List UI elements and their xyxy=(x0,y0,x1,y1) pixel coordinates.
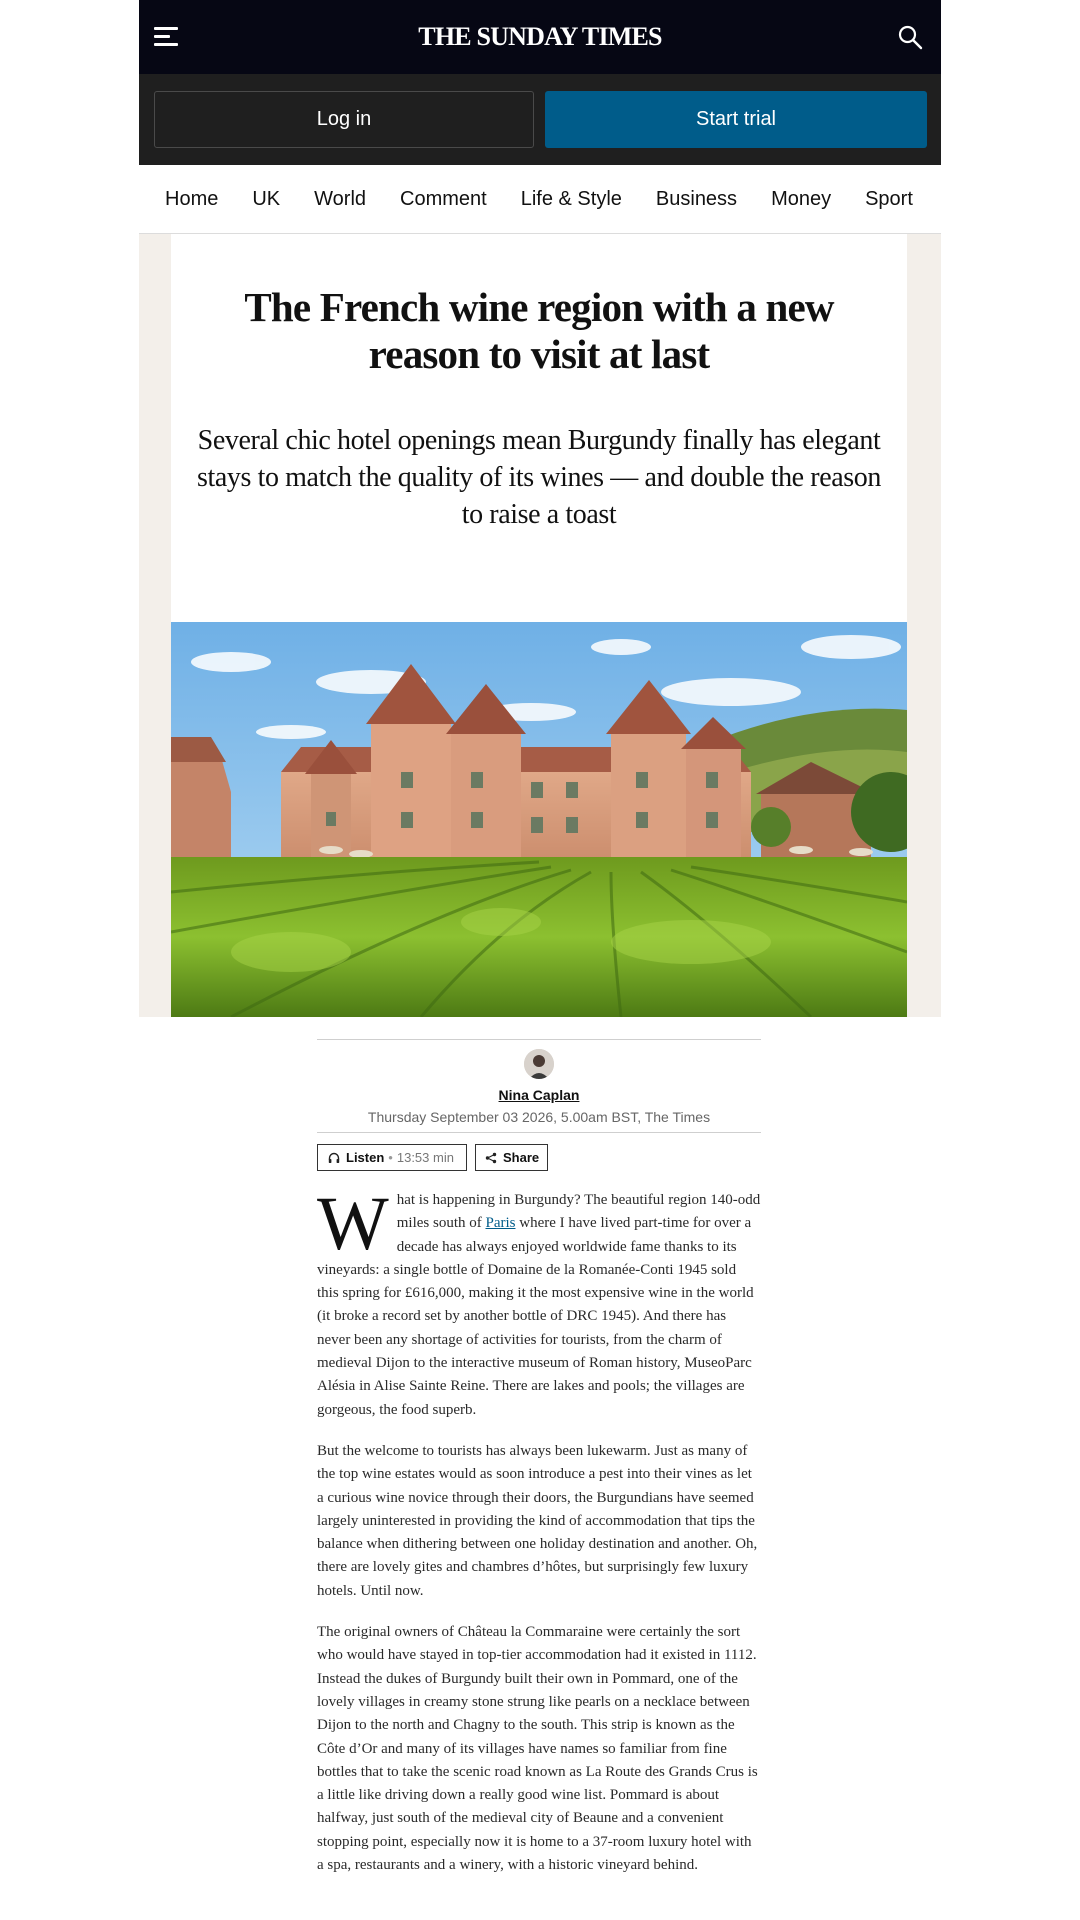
nav-item-business[interactable]: Business xyxy=(655,187,738,210)
hero-image xyxy=(171,622,907,1017)
section-nav xyxy=(139,165,941,234)
share-button[interactable] xyxy=(475,1144,548,1171)
author-name-link[interactable]: Nina Caplan xyxy=(498,1087,580,1103)
author-avatar[interactable] xyxy=(524,1049,554,1079)
paris-link[interactable]: Paris xyxy=(485,1215,516,1232)
listen-button[interactable] xyxy=(317,1144,467,1171)
nav-item-sport[interactable]: Sport xyxy=(865,187,913,210)
article-paragraph-1 xyxy=(317,1182,761,1422)
paragraph-1-text-start: hat is happening in Burgundy? The beautiful region 140-odd miles south of xyxy=(396,1192,761,1232)
listen-duration: 13:53 min xyxy=(396,1150,454,1165)
article-body xyxy=(317,1182,761,1895)
byline-divider-bottom xyxy=(317,1132,761,1133)
paragraph-1-text-end: where I have lived part-time for over a decade has always enjoyed worldwide fame thanks to its vineyards: a single bottle of Domaine de la Romanée-Conti 1945 sold this spring for £616,000, making it the most expensive wine in the world (it broke a record set by another bottle of DRC 1945). And there has never been any shortage of activities for tourists, from the charm of medieval Dijon to the interactive museum of Roman history, MuseoParc Alésia in Alise Sainte Reine. There are lakes and pools; the villages are gorgeous, the food superb. xyxy=(317,1215,754,1418)
masthead-logo[interactable]: THE SUNDAY TIMES xyxy=(418,22,662,51)
byline-divider-top xyxy=(317,1039,761,1040)
hero-card xyxy=(171,234,907,622)
listen-separator: • xyxy=(388,1150,393,1165)
login-button[interactable]: Log in xyxy=(154,91,534,148)
drop-cap: W xyxy=(317,1182,389,1266)
share-icon xyxy=(485,1152,497,1164)
article-paragraph-2: But the welcome to tourists has always been lukewarm. Just as many of the top wine estates would as soon introduce a pest into their vines as let a curious wine novice through their doors, the Burgundians have seemed largely uninterested in providing the kind of accommodation that tips the balance when dithering between one holiday destination and another. Oh, there are lovely gites and chambres d’hôtes, but surprisingly few luxury hotels. Until now. xyxy=(317,1442,758,1599)
nav-item-world[interactable]: World xyxy=(314,187,367,210)
article-headline: The French wine region with a new reason to visit at last xyxy=(244,284,834,377)
auth-bar xyxy=(139,74,941,165)
start-trial-button[interactable]: Start trial xyxy=(545,91,927,148)
nav-item-uk[interactable]: UK xyxy=(252,187,281,210)
article-dateline: Thursday September 03 2026, 5.00am BST, The Times xyxy=(367,1109,711,1125)
nav-item-comment[interactable]: Comment xyxy=(400,187,487,210)
top-bar xyxy=(139,0,941,74)
nav-item-money[interactable]: Money xyxy=(771,187,832,210)
nav-item-life-style[interactable]: Life & Style xyxy=(520,187,622,210)
article-paragraph-3: The original owners of Château la Commaraine were certainly the sort who would have stayed in top-tier accommodation had it existed in 1112. Instead the dukes of Burgundy built their own in Pommard, one of the lovely villages in creamy stone strung like pearls on a necklace between Dijon to the north and Chagny to the south. This strip is known as the Côte d’Or and many of its villages have names so familiar from fine bottles that to take the scenic road known as La Route des Grands Crus is a little like driving down a really good wine list. Pommard is about halfway, just south of the medieval city of Beaune and a convenient stopping point, especially now it is home to a 37-room luxury hotel with a spa, restaurants and a winery, with a historic vineyard behind. xyxy=(317,1624,758,1874)
article-standfirst: Several chic hotel openings mean Burgundy finally has elegant stays to match the quality of its wines — and double the reason to raise a toast xyxy=(197,425,881,530)
nav-item-home[interactable]: Home xyxy=(165,187,219,210)
listen-label: Listen xyxy=(346,1150,385,1165)
headphones-icon xyxy=(328,1152,340,1164)
search-icon[interactable] xyxy=(897,24,923,50)
share-label: Share xyxy=(503,1150,540,1165)
